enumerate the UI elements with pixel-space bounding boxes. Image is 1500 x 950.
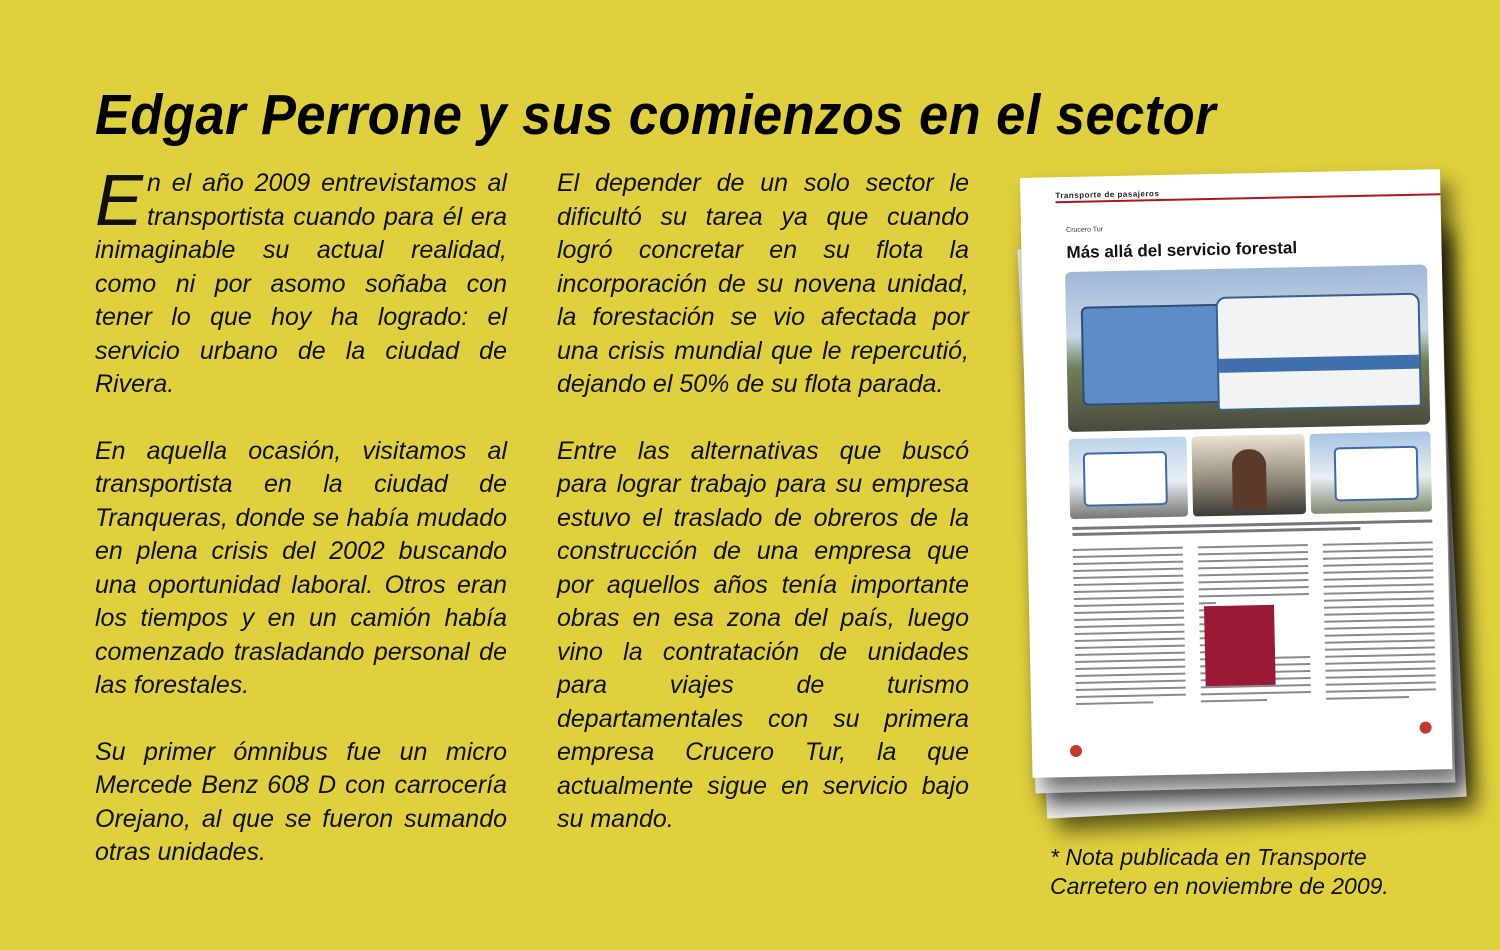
article-column-2 — [557, 167, 969, 870]
clipping-front-page — [1020, 169, 1452, 778]
note-line: * Nota publicada en Transporte — [1050, 844, 1367, 870]
clipping-body-text — [1073, 541, 1437, 738]
article-column-1 — [95, 161, 507, 903]
clipping-headline: Más allá del servicio forestal — [1066, 238, 1298, 263]
paragraph: El depender de un solo sector le dificultó su tarea ya que cuando logró concretar en su flota la incorporación de su novena unidad, la forestación se vio afectada por una crisis mundial que le repercutió, dejando el 50% de su flota parada. — [557, 169, 969, 398]
bus-image — [1216, 293, 1422, 411]
paragraph — [95, 161, 507, 402]
driver-photo — [1191, 434, 1306, 516]
paragraph: Entre las alternativas que buscó para lograr trabajo para su empresa estuvo el traslado de obreros de la construcción de una empresa que por aquellos años tenía importante obras en esa zona del país, luego vino la contratación de unidades para viajes de turismo departamentales con su primera empresa Crucero Tur, la que actualmente sigue en servicio bajo su mando. — [557, 436, 969, 833]
bus-image — [1081, 304, 1237, 406]
publication-note — [1050, 843, 1470, 901]
photo-caption — [1072, 519, 1432, 541]
page-number-badge — [1419, 722, 1431, 734]
page-number-badge — [1070, 745, 1082, 757]
note-line: Carretero en noviembre de 2009. — [1050, 873, 1389, 899]
paragraph: Su primer ómnibus fue un micro Mercede Benz 608 D con carrocería Orejano, al que se fueron sumando otras unidades. — [95, 737, 507, 866]
bus-photo — [1068, 437, 1188, 519]
paragraph-text: n el año 2009 entrevistamos al transportista cuando para él era inimaginable su actual realidad, como ni por asomo soñaba con tener lo que hoy ha logrado: el servicio urbano de la ciudad de Rivera. — [95, 169, 507, 398]
bus-photo — [1065, 264, 1430, 432]
clipping-section-header: Transporte de pasajeros — [1055, 189, 1160, 201]
bus-photo — [1309, 431, 1432, 514]
paragraph: En aquella ocasión, visitamos al transportista en la ciudad de Tranqueras, donde se había mudado en plena crisis del 2002 buscando una oportunidad laboral. Otros eran los tiempos y en un camión había comenzado trasladando personal de las forestales. — [95, 436, 507, 699]
highlight-box — [1204, 605, 1276, 686]
drop-cap: E — [95, 161, 144, 241]
magazine-clipping — [1020, 178, 1470, 808]
clipping-kicker: Crucero Tur — [1066, 226, 1104, 235]
page-title: Edgar Perrone y sus comienzos en el sector — [95, 83, 1216, 147]
